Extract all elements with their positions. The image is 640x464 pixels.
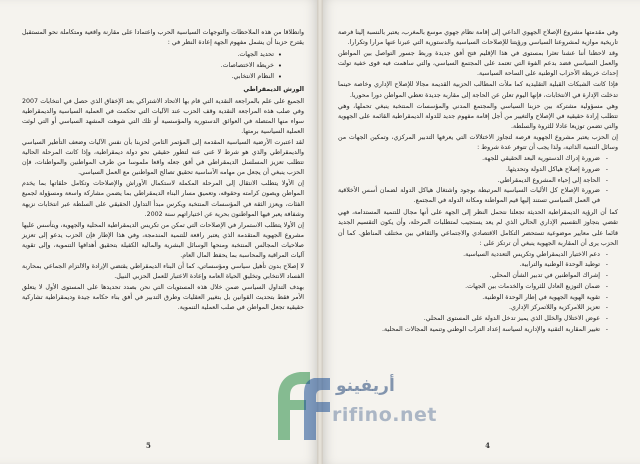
paragraph: وقد لاحظنا أننا عشنا تعثرا بمستوى في هذا الإقليم فتح أفق جديدة وربط جسور التواصل بين المواطن والعمل السياسي فضد بدعم الفوة التي تعتمد على المجتمع السياسي، والتي ساهمت فيه قوى خفية تولت إحداث خريطة الأحزاب الوطنية على الساحة السياسية. (338, 50, 618, 78)
list-item: - دعم الاختيار الديمقراطي وتكريس التعددية السياسية. (338, 250, 608, 260)
right-page-text (338, 28, 618, 434)
list-item: - تغيير المقاربة التقنية والإدارية لسياسة إعداد التراب الوطني وتنمية المجالات المحلية. (338, 325, 608, 335)
list-item: - تقوية الهوية الجهوية في إطار الوحدة الوطنية. (338, 293, 608, 303)
watermark-arabic-text: أريفينو (336, 376, 395, 396)
list-item: - ضرورة الإصلاح كل الأليات السياسية المرتبطة بوجود واشتغال هياكل الدولة لضمان أسس الأخلاقية في العمل السياسي تستند إليها قيم المواطنة ومكانة الدولة في المجتمع. (338, 186, 608, 206)
list-item: - ضرورة إدراك الدستورية البعد الحقيقي للجهة. (338, 154, 608, 164)
paragraph: إن الأولا يتطلب الانتقال إلى المرحلة المكملة لاستكمال الأوراش والإصلاحات وتكامل حلقاتها بما يخدم المواطن ويصون كرامته وحقوقه، وتعميق مسار البناء الديمقراطي بما يضمن مشاركة واسعة ومسؤولة لجميع الفئات، ويعزز الثقة في المؤسسات المنتخبة ويكرس مبدأ التداول الحقيقي على السلطة عبر انتخابات نزيهة وشفافة يعبر فيها المواطنون بحرية عن اختياراتهم سنة 2002. (22, 180, 304, 218)
list-item: - عوض الاختلال والخلل الذي يميز تدخل الدولة على المستوى المحلي. (338, 314, 608, 324)
page-number: 4 (485, 441, 490, 450)
paragraph: لا إصلاح بدون تأهيل سياسي ومؤسساتي، كما أن البناء الديمقراطي يقتضي الإرادة والالتزام الجماعي بمحاربة الفساد الانتخابي وتخليق الحياة العامة وإعادة الاعتبار للعمل الحزبي النبيل. (22, 263, 304, 281)
requirements-list (338, 154, 608, 206)
list-item: - ضرورة إصلاح هياكل الدولة وتحديثها. (338, 165, 608, 175)
section-heading: الورش الديمقراطي (243, 86, 304, 94)
left-page-text (22, 28, 304, 434)
book-gutter (317, 0, 323, 464)
paragraph: كما أن الرؤية الديمقراطية الحديثة تجعلنا نتحمل النظر إلى الجهة على أنها مجال للتنمية المستدامة، فهي تقضي بتجاوز التقسيم الإداري الحالي الذي لم يعد يستجيب لمتطلبات المرحلة، وأن يكون التقسيم الجديد قائما على معايير موضوعية تستحضر التكامل الاقتصادي والاجتماعي والثقافي بين مختلف المناطق. كما أن الحزب يرى أن المقاربة الجهوية ينبغي أن ترتكز على : (338, 209, 618, 247)
paragraph: لقد اعتبرت الأرضية السياسية المقدمة إلى المؤتمر الثامن لحزبنا بأن نفس الآليات وضعف التأطير السياسي والديمقراطي والذي هو شرط لا غنى عنه لتطور حقيقي نحو دولة ديمقراطية، وإذا كانت المرحلة الحالية تتطلب تعزيز المسلسل الديمقراطي في أفق جعله واقعا ملموسا من طرف المواطنين والمواطنات، فإن الحزب ينبغي أن يجعل من مهامه الأساسية تحقيق تصالح المواطنين مع العمل السياسي. (22, 138, 304, 177)
page-number: 5 (146, 441, 151, 450)
list-item: • النظام الانتخابي. (22, 72, 282, 82)
goals-list (338, 250, 608, 335)
list-item: - توطيد الوحدة الوطنية والترابية. (338, 260, 608, 270)
list-item: - تعزيز اللامركزية واللاتمركز الإداري. (338, 303, 608, 313)
paragraph: بهدف التداول السياسي ضمن خلال هذه المستويات التي نحن بصدد تحديدها على المستوى الأول لا يتعلق الأمر فقط بتحديث القوانين بل بتغيير العقليات وطرق التدبير في أفق بناء حكامة جيدة وديمقراطية تشاركية حقيقية تجعل المواطن في صلب العملية التنموية. (22, 284, 304, 312)
paragraph: إن الحزب يعتبر مشروع الجهوية فرصة لتجاوز الاختلالات التي يعرفها التدبير المركزي، وتمكين الجهات من وسائل التنمية الذاتية، ولذا يجب أن تتوفر عدة شروط : (338, 133, 618, 152)
paragraph: إن الأولا يتطلب الاستمرار في الإصلاحات التي تمكن من تكريس الديمقراطية المحلية والجهوية، ويتأسس عليها مشروع الجهوية المتقدمة الذي يعتبر رافعة للتنمية المندمجة، وفي هذا الإطار فإن الحزب يدعو إلى تعزيز صلاحيات المجالس المنتخبة ومنحها الوسائل البشرية والمالية الكفيلة بتحقيق أهدافها التنموية، وإلى تقوية آليات المراقبة والمحاسبة بما يحفظ المال العام. (22, 221, 304, 259)
list-item: - الحاجة إلى إحياء المشروع الديمقراطي. (338, 176, 608, 186)
paragraph: وهي مسؤولية مشتركة بين حزبنا السياسي والمجتمع المدني والمؤسسات المنتخبة ينبغي تحملها، وهي تتطلب إرادة حقيقية في الإصلاح والتغيير من أجل إقامة مفهوم جديد للدولة الديمقراطية القائمة على الجهوية والتي تضمن توزيعا عادلا للثروة والسلطة. (338, 102, 618, 130)
paragraph: وفي مقدمتها مشروع الإصلاح الجهوي الداعي إلى إقامة نظام جهوي موسع بالمغرب، يعتبر بالنسبة إلينا فرصة تاريخية موازية لمشروعنا السياسي ورؤيتنا للإصلاحات السياسية والدستورية التي عبرنا عنها مرارا وتكرارا. (338, 29, 618, 47)
right-page (320, 0, 640, 464)
list-item: • خريطة الاختصاصات. (22, 61, 282, 71)
watermark-latin-text: rifino.net (332, 404, 437, 426)
paragraph: الجميع على علم بالمراجعة النقدية التي قام بها الاتحاد الاشتراكي بعد الإخفاق الذي حصل في انتخابات 2007 وفي صلب هذه المراجعة النقدية وقف الحزب عند الآليات التي تحكمت في العملية السياسية والديمقراطية سواء منها المتصلة في العوائق الدستورية والمؤسسية أو تلك التي شوهت المشهد السياسي أو التي لوثت العملية السياسية برمتها. (22, 97, 304, 135)
list-item: - إشراك المواطنين في تدبير الشأن المحلي. (338, 271, 608, 281)
region-criteria-list (22, 50, 282, 82)
intro-paragraph: وانطلاقا من هذه الملاحظات والتوجهات السياسية الحرب واعتمادا على مقارنة واقعية ومتكاملة نحو المستقبل يقترح حزبنا أن يشمل مفهوم الجهة إعادة النظر في : (22, 29, 304, 47)
paragraph: فإذا كانت الشبكات القبلية التقليدية كما ملأت المطالب الحزبية القديمة مجالا للإصلاح الإداري وخاصة حينما تدخلت الإدارة في الانتخابات، فإنها اليوم تعلن عن الحاجة إلى مقاربة جديدة تعطي المواطن دورا محوريا. (338, 81, 618, 99)
list-item: • تحديد الجهات. (22, 50, 282, 60)
list-item: - ضمان التوزيع العادل للثروات والخدمات بين الجهات. (338, 282, 608, 292)
